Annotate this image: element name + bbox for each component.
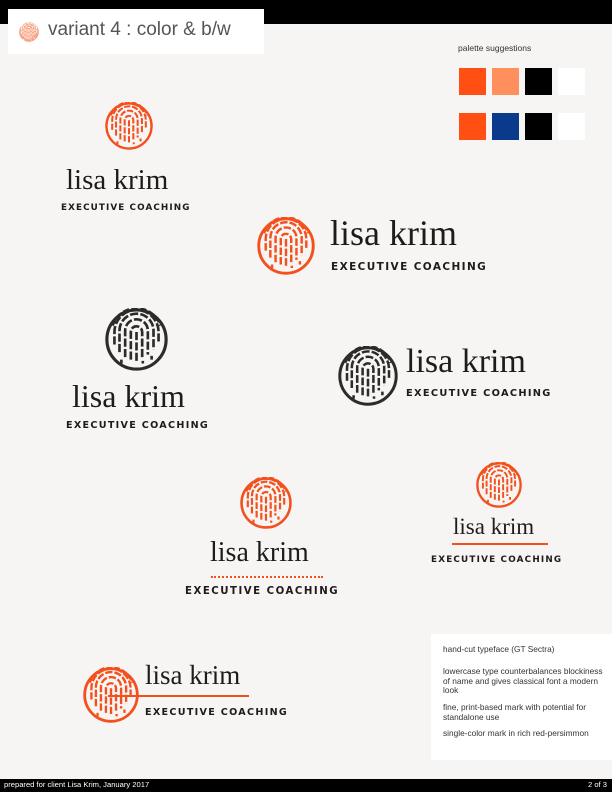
logo-name: lisa krim (330, 213, 457, 253)
logo-name: lisa krim (453, 514, 535, 539)
logo-tagline: EXECUTIVE COACHING (145, 707, 289, 718)
logo-name: lisa krim (66, 164, 169, 196)
divider-rule (452, 543, 548, 545)
notes-panel (431, 634, 612, 760)
logo-tagline: EXECUTIVE COACHING (66, 420, 210, 431)
fingerprint-icon (240, 477, 292, 529)
palette-swatch (492, 113, 519, 140)
note-item: fine, print-based mark with potential for standalone use (443, 702, 586, 722)
note-item: lowercase type counterbalances blockiness of name and gives classical font a modern look (443, 666, 603, 696)
divider-rule (108, 695, 249, 697)
note-item: single-color mark in rich red-persimmon (443, 728, 589, 738)
palette-swatch (459, 68, 486, 95)
dotted-divider (211, 576, 323, 578)
fingerprint-icon (105, 102, 153, 150)
fingerprint-icon (338, 346, 398, 406)
palette-label: palette suggestions (458, 43, 532, 53)
logo-tagline: EXECUTIVE COACHING (406, 388, 552, 399)
note-item: hand-cut typeface (GT Sectra) (443, 644, 555, 654)
page-number: 2 of 3 (588, 780, 607, 789)
fingerprint-icon (18, 21, 40, 43)
fingerprint-icon (476, 462, 522, 508)
logo-name: lisa krim (406, 343, 526, 380)
footer-credit: prepared for client Lisa Krim, January 2017 (4, 780, 150, 789)
logo-name: lisa krim (72, 378, 185, 414)
page-title: variant 4 : color & b/w (48, 19, 231, 40)
logo-tagline: EXECUTIVE COACHING (331, 261, 488, 273)
palette-swatch (525, 68, 552, 95)
fingerprint-icon (105, 308, 168, 371)
palette-swatch (525, 113, 552, 140)
palette-swatch (492, 68, 519, 95)
logo-tagline: EXECUTIVE COACHING (185, 586, 340, 597)
logo-name: lisa krim (210, 537, 309, 568)
palette-swatch (459, 113, 486, 140)
fingerprint-icon (257, 217, 315, 275)
logo-tagline: EXECUTIVE COACHING (431, 555, 563, 565)
palette-swatch (558, 113, 585, 140)
logo-tagline: EXECUTIVE COACHING (61, 203, 191, 213)
palette-swatch (558, 68, 585, 95)
logo-name: lisa krim (145, 660, 241, 690)
title-box (8, 9, 264, 54)
